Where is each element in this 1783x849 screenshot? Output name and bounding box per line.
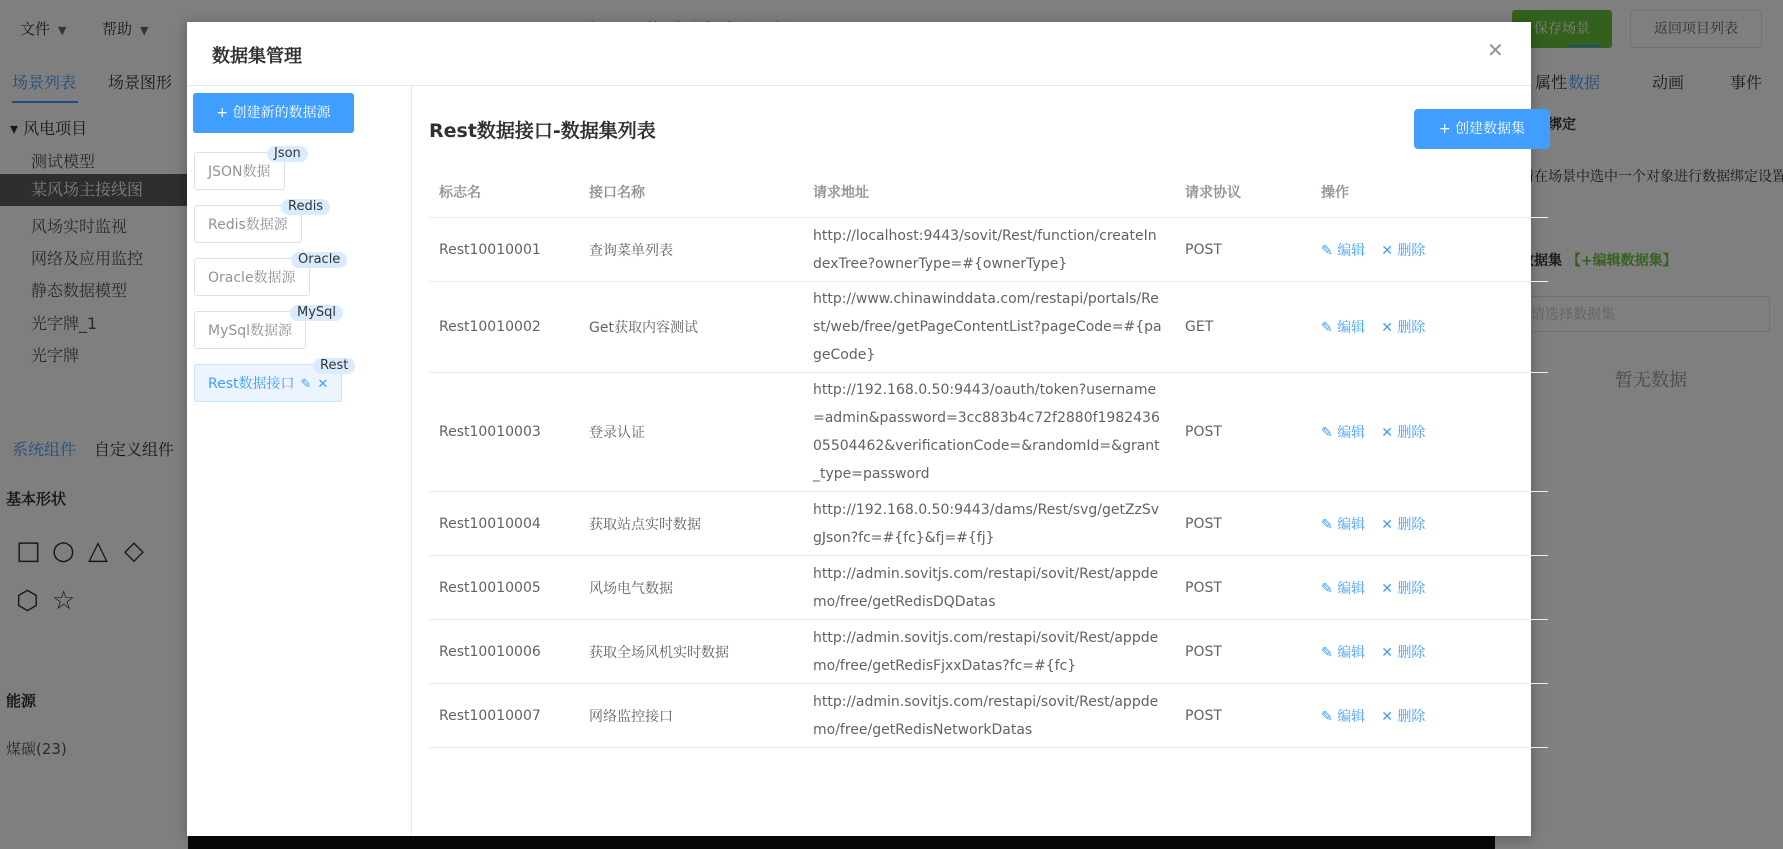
row-url-cell: http://192.168.0.50:9443/dams/Rest/svg/getZzSvgJson?fc=#{fc}&fj=#{fj} [803, 492, 1175, 556]
close-icon: ✕ [1381, 242, 1398, 259]
delete-button[interactable] [1381, 581, 1425, 597]
row-method-cell: GET [1175, 282, 1311, 373]
delete-button[interactable] [1381, 517, 1425, 533]
dataset-table [429, 166, 1548, 748]
row-name-cell: Get获取内容测试 [579, 282, 803, 373]
row-id-cell: Rest10010004 [429, 492, 579, 556]
edit-label: 编辑 [1337, 644, 1366, 661]
column-header-name: 接口名称 [579, 166, 803, 218]
delete-label: 删除 [1397, 644, 1426, 661]
edit-icon: ✎ [1321, 425, 1338, 441]
row-actions-cell [1311, 556, 1548, 620]
delete-button[interactable] [1381, 709, 1425, 725]
row-url-cell: http://localhost:9443/sovit/Rest/function/createIndexTree?ownerType=#{ownerType} [803, 218, 1175, 282]
row-name-cell: 查询菜单列表 [579, 218, 803, 282]
close-icon: ✕ [1381, 516, 1398, 533]
datasource-mysql[interactable] [194, 311, 306, 349]
edit-label: 编辑 [1337, 580, 1366, 597]
dataset-content [411, 86, 1531, 836]
row-url-cell: http://admin.sovitjs.com/restapi/sovit/Rest/appdemo/free/getRedisDQDatas [803, 556, 1175, 620]
table-row [429, 282, 1548, 373]
table-row [429, 373, 1548, 492]
row-name-cell: 网络监控接口 [579, 684, 803, 748]
dataset-list-title: Rest数据接口-数据集列表 [429, 120, 656, 142]
edit-label: 编辑 [1337, 708, 1366, 725]
row-method-cell: POST [1175, 556, 1311, 620]
edit-label: 编辑 [1337, 242, 1366, 259]
delete-label: 删除 [1397, 580, 1426, 597]
row-id-cell: Rest10010005 [429, 556, 579, 620]
delete-button[interactable] [1381, 645, 1425, 661]
row-url-cell: http://admin.sovitjs.com/restapi/sovit/Rest/appdemo/free/getRedisNetworkDatas [803, 684, 1175, 748]
delete-label: 删除 [1397, 320, 1426, 336]
row-actions-cell [1311, 218, 1548, 282]
dataset-table-body [429, 218, 1548, 748]
create-dataset-button[interactable]: + 创建数据集 [1414, 109, 1550, 149]
delete-button[interactable] [1381, 320, 1425, 336]
row-url-cell: http://www.chinawinddata.com/restapi/portals/Rest/web/free/getPageContentList?pageCode=#{pageCode} [803, 282, 1175, 373]
row-id-cell: Rest10010003 [429, 373, 579, 492]
table-header-row [429, 166, 1548, 218]
edit-button[interactable] [1321, 517, 1365, 533]
row-name-cell: 获取站点实时数据 [579, 492, 803, 556]
create-datasource-button[interactable]: + 创建新的数据源 [193, 93, 354, 133]
row-method-cell: POST [1175, 492, 1311, 556]
row-id-cell: Rest10010002 [429, 282, 579, 373]
datasource-sidebar [187, 86, 412, 836]
close-icon[interactable]: ✕ [1487, 38, 1504, 62]
close-icon[interactable]: ✕ [317, 377, 329, 392]
delete-button[interactable] [1381, 425, 1425, 441]
row-url-cell: http://192.168.0.50:9443/oauth/token?username=admin&password=3cc883b4c72f2880f198243605504462&verificationCode=&randomId=&grant_type=password [803, 373, 1175, 492]
row-id-cell: Rest10010001 [429, 218, 579, 282]
table-row [429, 492, 1548, 556]
edit-icon: ✎ [1321, 320, 1338, 336]
delete-label: 删除 [1397, 242, 1426, 259]
edit-label: 编辑 [1337, 320, 1366, 336]
close-icon: ✕ [1381, 644, 1398, 661]
datasource-badge: Oracle [291, 252, 347, 268]
row-url-cell: http://admin.sovitjs.com/restapi/sovit/Rest/appdemo/free/getRedisFjxxDatas?fc=#{fc} [803, 620, 1175, 684]
datasource-badge: Rest [313, 358, 355, 374]
row-actions-cell [1311, 282, 1548, 373]
table-row [429, 218, 1548, 282]
row-name-cell: 获取全场风机实时数据 [579, 620, 803, 684]
row-actions-cell [1311, 684, 1548, 748]
datasource-badge: Redis [281, 199, 330, 215]
edit-button[interactable] [1321, 320, 1365, 336]
edit-button[interactable] [1321, 425, 1365, 441]
edit-icon[interactable]: ✎ [300, 377, 312, 392]
edit-icon: ✎ [1321, 644, 1338, 661]
delete-label: 删除 [1397, 425, 1426, 441]
close-icon: ✕ [1381, 708, 1398, 725]
edit-icon: ✎ [1321, 580, 1338, 597]
datasource-label: Rest数据接口 [208, 376, 295, 392]
table-row [429, 556, 1548, 620]
row-method-cell: POST [1175, 373, 1311, 492]
column-header-url: 请求地址 [803, 166, 1175, 218]
delete-button[interactable] [1381, 243, 1425, 259]
edit-button[interactable] [1321, 645, 1365, 661]
dialog-title: 数据集管理 [212, 46, 302, 67]
close-icon: ✕ [1381, 580, 1398, 597]
edit-icon: ✎ [1321, 516, 1338, 533]
edit-button[interactable] [1321, 243, 1365, 259]
table-row [429, 684, 1548, 748]
datasource-label: JSON数据 [208, 164, 271, 180]
close-icon: ✕ [1381, 320, 1398, 336]
row-actions-cell [1311, 373, 1548, 492]
edit-label: 编辑 [1337, 425, 1366, 441]
edit-button[interactable] [1321, 581, 1365, 597]
edit-label: 编辑 [1337, 516, 1366, 533]
datasource-label: Redis数据源 [208, 217, 288, 233]
edit-icon: ✎ [1321, 708, 1338, 725]
row-actions-cell [1311, 492, 1548, 556]
row-method-cell: POST [1175, 620, 1311, 684]
dataset-management-dialog [187, 22, 1531, 836]
column-header-id: 标志名 [429, 166, 579, 218]
column-header-method: 请求协议 [1175, 166, 1311, 218]
datasource-label: MySql数据源 [208, 323, 293, 339]
close-icon: ✕ [1381, 425, 1398, 441]
row-name-cell: 风场电气数据 [579, 556, 803, 620]
datasource-badge: MySql [290, 305, 343, 321]
row-actions-cell [1311, 620, 1548, 684]
datasource-label: Oracle数据源 [208, 270, 296, 286]
row-id-cell: Rest10010006 [429, 620, 579, 684]
row-name-cell: 登录认证 [579, 373, 803, 492]
table-row [429, 620, 1548, 684]
row-id-cell: Rest10010007 [429, 684, 579, 748]
edit-button[interactable] [1321, 709, 1365, 725]
column-header-actions: 操作 [1311, 166, 1548, 218]
row-method-cell: POST [1175, 684, 1311, 748]
edit-icon: ✎ [1321, 242, 1338, 259]
delete-label: 删除 [1397, 516, 1426, 533]
row-method-cell: POST [1175, 218, 1311, 282]
datasource-badge: Json [267, 146, 308, 162]
delete-label: 删除 [1397, 708, 1426, 725]
